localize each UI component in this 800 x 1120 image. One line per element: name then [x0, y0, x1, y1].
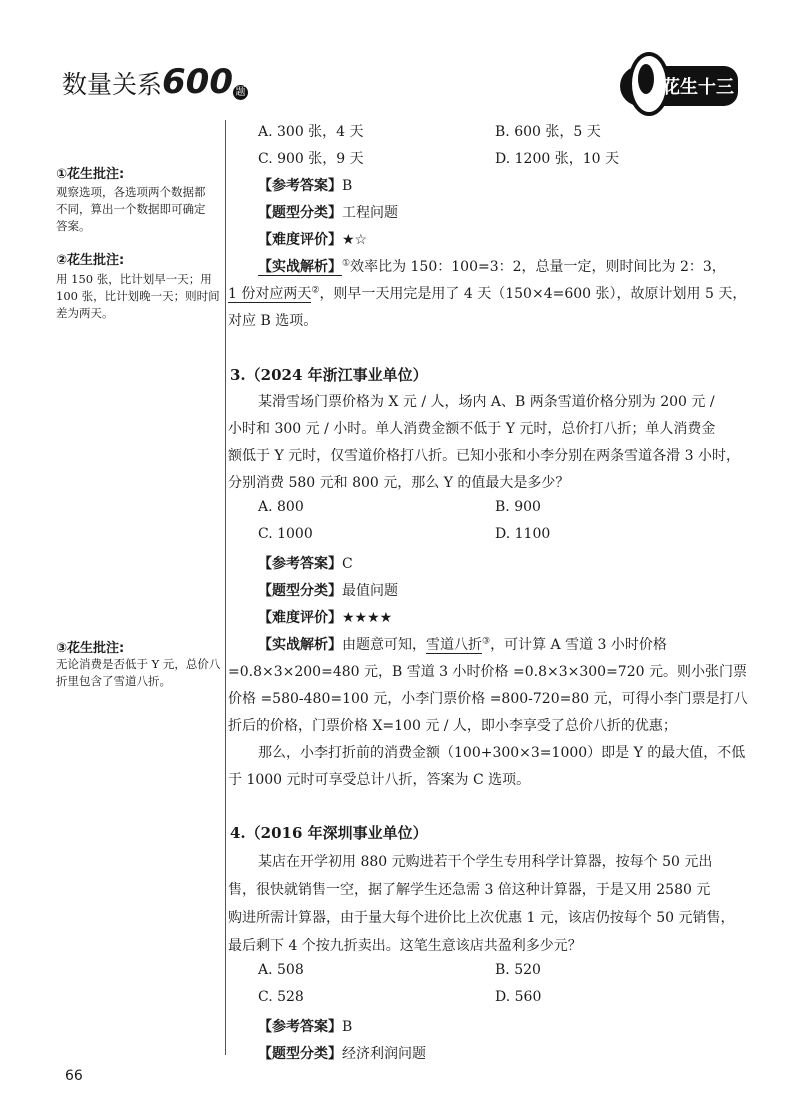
analysis-line: 于 1000 元时可享受总计八折，答案为 C 选项。 [228, 772, 531, 788]
margin-divider [225, 120, 226, 1055]
analysis-line: 那么，小李打折前的消费金额（100+300×3=1000）即是 Y 的最大值，不低 [258, 745, 746, 761]
option: B. 900 [495, 499, 541, 515]
analysis-line: 折后的价格，门票价格 X=100 元 / 人，即小李享受了总价八折的优惠； [228, 718, 677, 734]
stem-line: 购进所需计算器，由于量大每个进价比上次优惠 1 元，该店仍按每个 50 元销售， [228, 910, 735, 926]
type-line: 【题型分类】工程问题 [258, 205, 398, 221]
option: D. 1100 [495, 526, 551, 542]
stem-line: 小时和 300 元 / 小时。单人消费金额不低于 Y 元时，总价打八折；单人消费金 [228, 421, 716, 437]
page-number: 66 [65, 1068, 83, 1084]
answer-line: 【参考答案】B [258, 178, 353, 194]
option: C. 900 张，9 天 [258, 151, 364, 167]
stem-line: 某店在开学初用 880 元购进若干个学生专用科学计算器，按每个 50 元出 [258, 854, 713, 870]
option: C. 1000 [258, 526, 313, 542]
type-line: 【题型分类】最值问题 [258, 583, 398, 599]
note-body: 用 150 张，比计划早一天；用 100 张，比计划晚一天；则时间差为两天。 [56, 272, 220, 320]
note-body: 无论消费是否低于 Y 元，总价八折里包含了雪道八折。 [56, 657, 221, 688]
analysis-line: 价格 =580-480=100 元，小李门票价格 =800-720=80 元，可得小李门票是打八 [228, 691, 748, 707]
analysis-line: 【实战解析】①效率比为 150：100=3：2，总量一定，则时间比为 2：3， [258, 258, 726, 275]
type-line: 【题型分类】经济利润问题 [258, 1046, 426, 1062]
option: D. 1200 张，10 天 [495, 151, 619, 167]
option: A. 800 [258, 499, 304, 515]
difficulty-line: 【难度评价】★★★★ [258, 610, 393, 626]
option: A. 300 张，4 天 [258, 124, 364, 140]
stem-line: 某滑雪场门票价格为 X 元 / 人，场内 A、B 两条雪道价格分别为 200 元 / [258, 394, 715, 410]
stem-line: 最后剩下 4 个按九折卖出。这笔生意该店共盈利多少元？ [228, 938, 582, 954]
option: B. 600 张，5 天 [495, 124, 601, 140]
note-title: ①花生批注: [56, 167, 125, 182]
option: C. 528 [258, 989, 304, 1005]
option: B. 520 [495, 962, 541, 978]
option: A. 508 [258, 962, 304, 978]
analysis-line: 1 份对应两天②，则早一天用完是用了 4 天（150×4=600 张），故原计划用 5 天， [228, 285, 747, 302]
analysis-line: 【实战解析】由题意可知，雪道八折③，可计算 A 雪道 3 小时价格 [258, 636, 667, 653]
analysis-line: =0.8×3×200=480 元，B 雪道 3 小时价格 =0.8×3×300=720 元。则小张门票 [228, 664, 747, 680]
book-title: 数量关系600 题 [62, 62, 248, 102]
note-body: 观察选项，各选项两个数据都不同，算出一个数据即可确定答案。 [56, 185, 206, 233]
brand-name: 花生十三 [662, 77, 734, 98]
difficulty-line: 【难度评价】★☆ [258, 232, 368, 248]
stem-line: 售，很快就销售一空，据了解学生还急需 3 倍这种计算器，于是又用 2580 元 [228, 882, 711, 898]
answer-line: 【参考答案】C [258, 556, 353, 572]
answer-line: 【参考答案】B [258, 1019, 353, 1035]
stem-line: 分别消费 580 元和 800 元，那么 Y 的值最大是多少？ [228, 475, 570, 491]
question-header: 3.（2024 年浙江事业单位） [230, 366, 428, 384]
stem-line: 额低于 Y 元时，仅雪道价格打八折。已知小张和小李分别在两条雪道各滑 3 小时， [228, 448, 740, 464]
note-title: ②花生批注: [56, 253, 125, 268]
option: D. 560 [495, 989, 542, 1005]
analysis-line: 对应 B 选项。 [228, 313, 318, 329]
question-header: 4.（2016 年深圳事业单位） [230, 824, 428, 842]
note-title: ③花生批注: [56, 641, 125, 656]
